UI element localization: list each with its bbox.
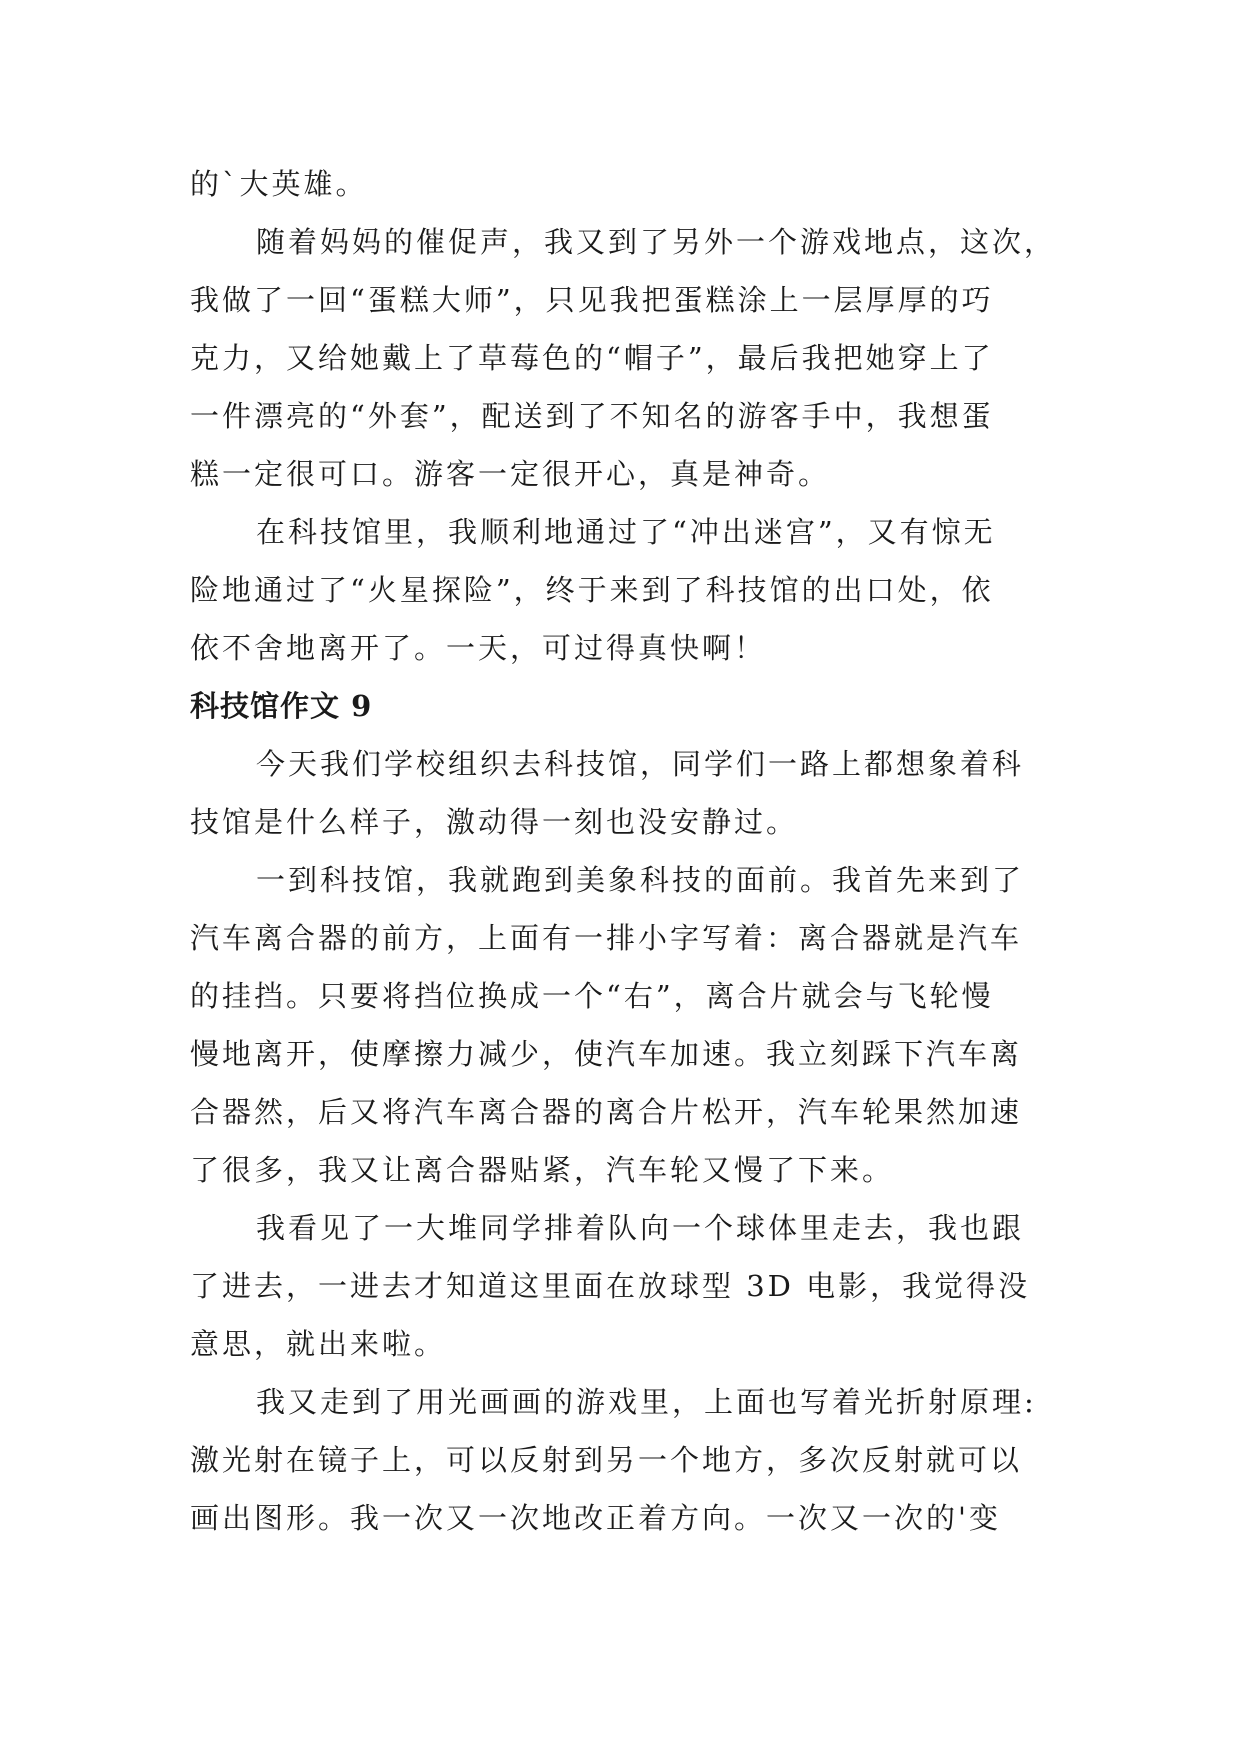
paragraph xyxy=(190,213,1057,503)
text-line: 我做了一回“蛋糕大师”，只见我把蛋糕涂上一层厚厚的巧 xyxy=(190,283,994,317)
text-line: 我看见了一大堆同学排着队向一个球体里走去，我也跟 xyxy=(256,1211,1025,1245)
text-line: 激光射在镜子上，可以反射到另一个地方，多次反射就可以 xyxy=(190,1443,1023,1477)
text-line: 险地通过了“火星探险”，终于来到了科技馆的出口处，依 xyxy=(190,573,994,607)
text-line: 慢地离开，使摩擦力减少，使汽车加速。我立刻踩下汽车离 xyxy=(190,1037,1023,1071)
text-line: 今天我们学校组织去科技馆，同学们一路上都想象着科 xyxy=(256,747,1025,781)
text-line: 依不舍地离开了。一天，可过得真快啊！ xyxy=(190,631,767,665)
text-line: 的`大英雄。 xyxy=(190,167,368,201)
text-line: 我又走到了用光画画的游戏里，上面也写着光折射原理: xyxy=(256,1385,1037,1419)
paragraph xyxy=(190,503,1050,677)
text-line: 在科技馆里，我顺利地通过了“冲出迷宫”，又有惊无 xyxy=(256,515,996,549)
section-heading: 科技馆作文 9 xyxy=(190,689,373,723)
text-line: 意思，就出来啦。 xyxy=(190,1327,447,1361)
text-line: 一件漂亮的“外套”，配送到了不知名的游客手中，我想蛋 xyxy=(190,399,994,433)
text-line: 合器然，后又将汽车离合器的离合片松开，汽车轮果然加速 xyxy=(190,1095,1023,1129)
text-line: 汽车离合器的前方，上面有一排小字写着：离合器就是汽车 xyxy=(190,921,1023,955)
document-body xyxy=(190,155,1057,1547)
text-line: 随着妈妈的催促声，我又到了另外一个游戏地点，这次， xyxy=(256,225,1057,259)
paragraph xyxy=(190,851,1050,1199)
text-line: 了很多，我又让离合器贴紧，汽车轮又慢了下来。 xyxy=(190,1153,895,1187)
text-line: 糕一定很可口。游客一定很开心，真是神奇。 xyxy=(190,457,831,491)
paragraph xyxy=(190,1373,1050,1547)
text-line: 技馆是什么样子，激动得一刻也没安静过。 xyxy=(190,805,799,839)
paragraph xyxy=(190,735,1050,851)
text-line: 了进去，一进去才知道这里面在放球型 3D 电影，我觉得没 xyxy=(190,1269,1031,1303)
text-line: 克力，又给她戴上了草莓色的“帽子”，最后我把她穿上了 xyxy=(190,341,994,375)
text-line: 的挂挡。只要将挡位换成一个“右”，离合片就会与飞轮慢 xyxy=(190,979,994,1013)
text-line: 画出图形。我一次又一次地改正着方向。一次又一次的'变 xyxy=(190,1501,1001,1535)
text-line: 一到科技馆，我就跑到美象科技的面前。我首先来到了 xyxy=(256,863,1025,897)
paragraph xyxy=(190,1199,1050,1373)
